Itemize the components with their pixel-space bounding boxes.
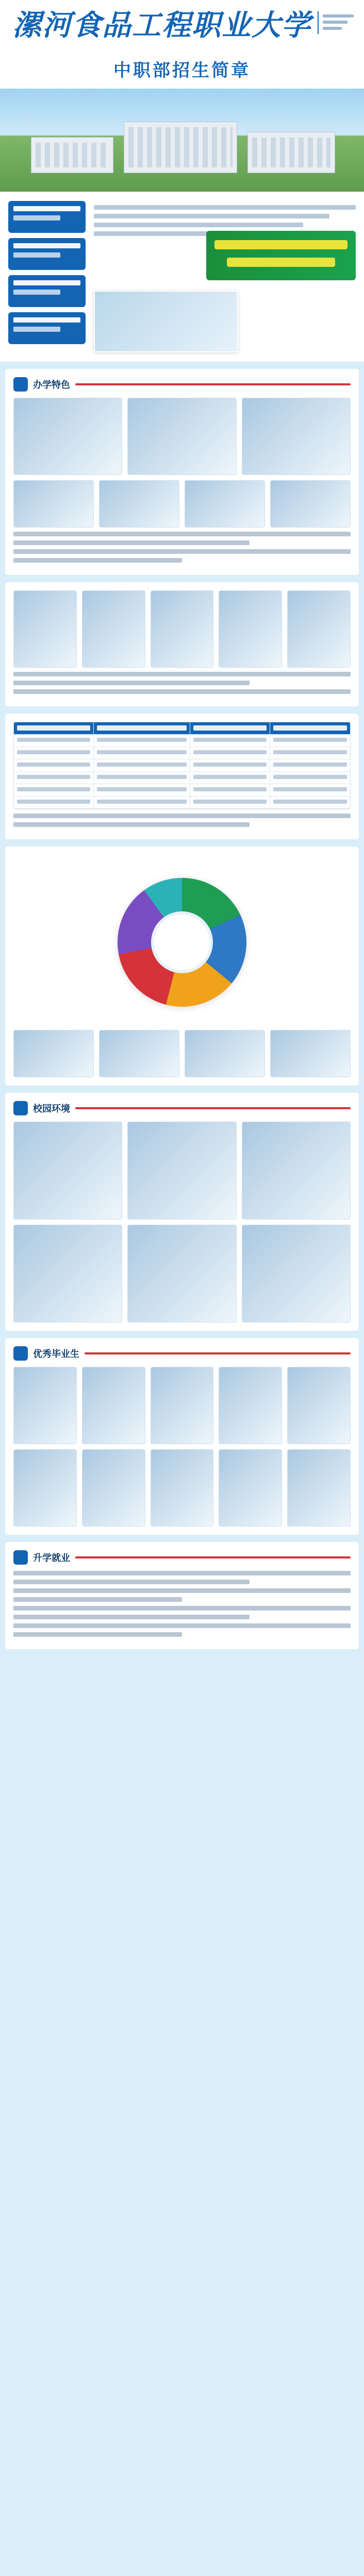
photo-grid <box>13 590 351 668</box>
section-header <box>13 1101 351 1115</box>
photo-grid <box>13 398 351 475</box>
photo <box>151 590 214 668</box>
table-cell <box>270 759 350 772</box>
badge-line <box>323 21 348 24</box>
brand-header <box>0 0 364 57</box>
text-line <box>13 672 351 676</box>
section-text <box>13 672 351 694</box>
section-text <box>13 1571 351 1637</box>
table-cell <box>94 722 190 735</box>
photo <box>13 590 77 668</box>
intro-sidebar <box>8 201 86 352</box>
ring <box>118 878 246 1007</box>
table-cell <box>190 759 270 772</box>
table-cell <box>94 747 190 759</box>
table-cell <box>270 772 350 784</box>
graduate-photo <box>13 1367 77 1444</box>
section-icon <box>13 1346 28 1361</box>
table-cell <box>14 747 94 759</box>
promo-banner <box>206 231 356 280</box>
text-line <box>13 1606 351 1611</box>
pill-line <box>13 252 60 258</box>
building-windows <box>252 138 330 167</box>
photo <box>13 398 122 475</box>
section-graduates <box>5 1338 359 1535</box>
section-diagram <box>5 846 359 1086</box>
section-icon <box>13 1101 28 1115</box>
section-icon <box>13 1550 28 1565</box>
photo <box>287 590 351 668</box>
section-divider <box>75 1107 351 1109</box>
table-row <box>14 759 350 772</box>
graduate-photo <box>287 1449 351 1527</box>
photo <box>99 1030 179 1077</box>
building-windows <box>36 143 109 167</box>
table-cell <box>14 772 94 784</box>
photo-grid <box>13 1122 351 1323</box>
pill-line <box>13 280 80 285</box>
table-cell <box>94 796 190 809</box>
table-cell <box>14 796 94 809</box>
photo-grid <box>13 1030 351 1077</box>
intro-pill <box>8 238 86 270</box>
text-line <box>13 1632 182 1637</box>
section-title: 升学就业 <box>33 1553 70 1564</box>
photo <box>127 398 236 475</box>
table-row <box>14 784 350 796</box>
pill-line <box>13 317 80 323</box>
campus-building <box>124 122 237 173</box>
header-badge <box>318 11 354 34</box>
table-cell <box>94 772 190 784</box>
table-cell <box>94 735 190 747</box>
section-specialties <box>5 369 359 575</box>
building-windows <box>128 127 233 167</box>
table-row <box>14 772 350 784</box>
ring-core <box>151 911 213 973</box>
table-cell <box>94 784 190 796</box>
brand-title: 漯河食品工程职业大学 <box>12 8 311 42</box>
pill-line <box>13 327 60 332</box>
table-cell <box>14 784 94 796</box>
ring-diagram <box>13 855 351 1030</box>
graduate-photo <box>13 1449 77 1527</box>
graduate-photo <box>219 1367 282 1444</box>
text-line <box>13 1615 250 1619</box>
text-line <box>94 214 329 218</box>
text-line <box>13 1580 250 1584</box>
text-line <box>13 1597 182 1602</box>
section-honors <box>5 582 359 706</box>
section-text <box>13 814 351 827</box>
pill-line <box>13 206 80 211</box>
graduate-photo <box>82 1367 145 1444</box>
text-line <box>13 689 351 694</box>
table-cell <box>190 735 270 747</box>
text-line <box>13 1623 351 1628</box>
photo <box>219 590 282 668</box>
text-line <box>13 549 351 554</box>
table-row <box>14 747 350 759</box>
photo <box>242 398 351 475</box>
graduate-photo <box>82 1449 145 1527</box>
table-cell <box>270 735 350 747</box>
graduate-photo <box>287 1367 351 1444</box>
photo <box>99 480 179 528</box>
table-row <box>14 735 350 747</box>
photo <box>13 1225 122 1323</box>
text-line <box>13 681 250 685</box>
badge-line <box>323 14 354 18</box>
text-line <box>94 205 356 210</box>
photo <box>127 1225 236 1323</box>
table-cell <box>190 784 270 796</box>
intro-photo <box>94 291 238 352</box>
photo <box>13 480 94 528</box>
section-divider <box>85 1352 351 1354</box>
intro-main <box>94 201 356 352</box>
table-cell <box>270 796 350 809</box>
section-header <box>13 1550 351 1565</box>
photo <box>185 1030 265 1077</box>
table-cell <box>190 722 270 735</box>
badge-line <box>323 27 342 30</box>
section-divider <box>75 1556 351 1558</box>
pill-line <box>13 290 60 295</box>
photo <box>242 1122 351 1219</box>
intro-pill <box>8 201 86 233</box>
table-cell <box>270 784 350 796</box>
section-title: 优秀毕业生 <box>33 1349 79 1360</box>
text-line <box>13 822 250 827</box>
photo-grid <box>13 480 351 528</box>
text-line <box>13 558 182 563</box>
section-table <box>5 714 359 839</box>
table-header-row <box>14 722 350 735</box>
text-line <box>13 1571 351 1575</box>
text-line <box>13 532 351 536</box>
photo <box>270 480 351 528</box>
table-row <box>14 796 350 809</box>
text-line <box>13 814 351 818</box>
table-cell <box>14 759 94 772</box>
intro-pill <box>8 275 86 307</box>
campus-building <box>31 137 113 173</box>
photo <box>13 1030 94 1077</box>
section-text <box>13 532 351 563</box>
table-cell <box>190 747 270 759</box>
table-cell <box>94 759 190 772</box>
table-cell <box>14 722 94 735</box>
pill-line <box>13 215 60 221</box>
graduate-photo <box>151 1449 214 1527</box>
table-cell <box>14 735 94 747</box>
pill-line <box>13 243 80 248</box>
info-table <box>13 722 351 809</box>
photo <box>13 1122 122 1219</box>
intro-pill <box>8 312 86 344</box>
section-title: 校园环境 <box>33 1104 70 1114</box>
section-outcomes <box>5 1542 359 1649</box>
photo <box>185 480 265 528</box>
photo-grid <box>13 1367 351 1527</box>
section-title: 办学特色 <box>33 380 70 391</box>
section-icon <box>13 377 28 392</box>
photo <box>270 1030 351 1077</box>
table-cell <box>190 772 270 784</box>
campus-hero <box>0 89 364 192</box>
section-header <box>13 1346 351 1361</box>
table-cell <box>190 796 270 809</box>
intro-block <box>0 192 364 362</box>
photo <box>82 590 145 668</box>
section-header <box>13 377 351 392</box>
section-divider <box>75 383 351 385</box>
text-line <box>13 1588 351 1593</box>
table-cell <box>270 722 350 735</box>
brochure-subtitle: 中职部招生简章 <box>0 57 364 89</box>
photo <box>242 1225 351 1323</box>
section-campus <box>5 1093 359 1331</box>
text-line <box>94 223 303 227</box>
text-line <box>13 540 250 545</box>
table-cell <box>270 747 350 759</box>
photo <box>127 1122 236 1219</box>
campus-building <box>247 132 335 173</box>
graduate-photo <box>219 1449 282 1527</box>
graduate-photo <box>151 1367 214 1444</box>
